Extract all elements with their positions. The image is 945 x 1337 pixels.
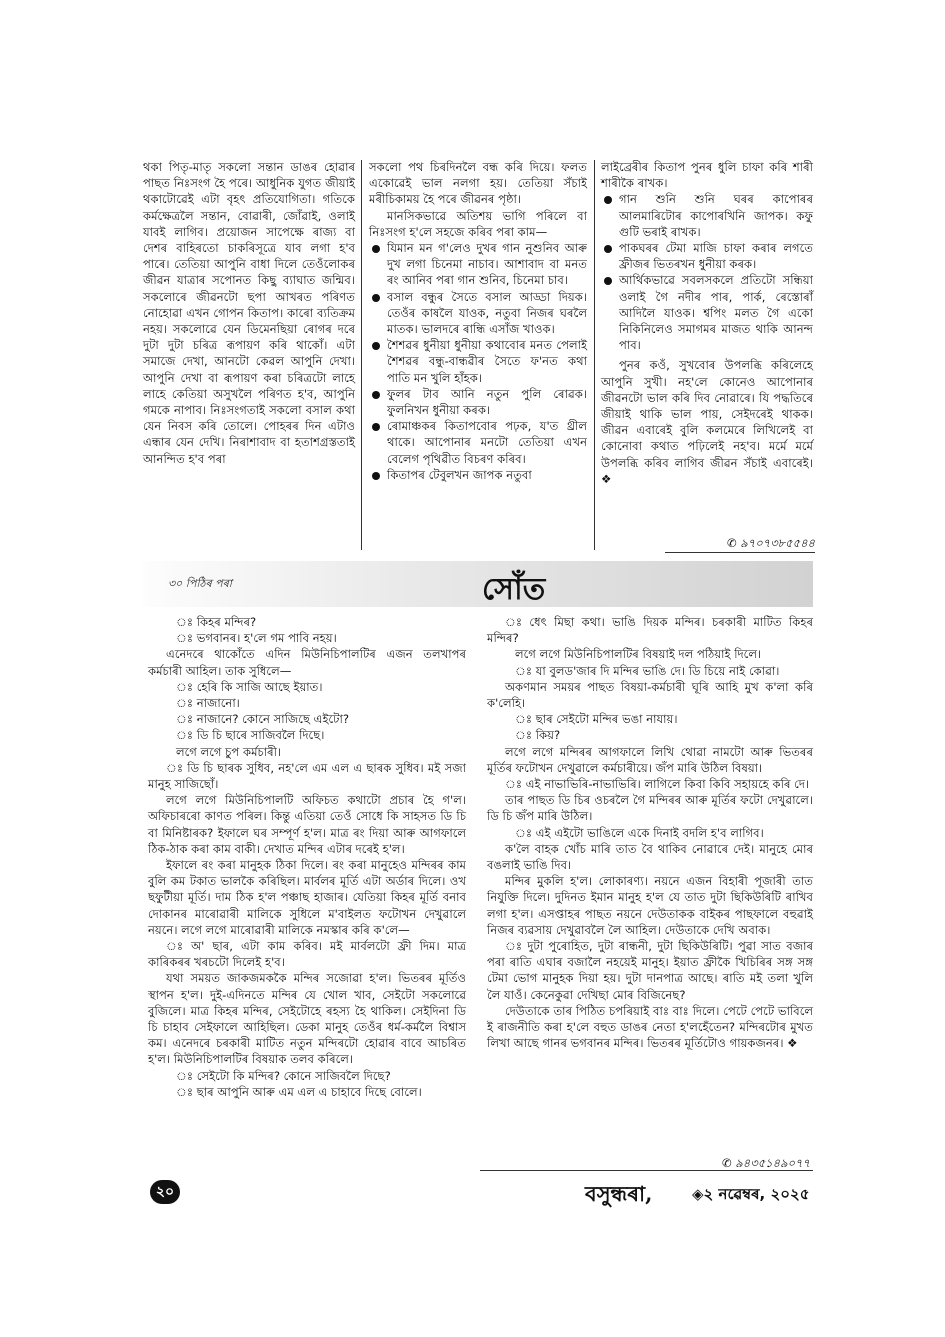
page-number: ২০ — [150, 1180, 180, 1204]
column-divider — [361, 160, 362, 550]
article-paragraph: থকা পিতৃ-মাতৃ সকলো সন্তান ডাঙৰ হোৱাৰ পাছত নিঃসংগ হৈ পৰে। আধুনিক যুগত জীয়াই থকাটোৱেই এটা বৃহৎ প্ৰতিযোগিতা। গতিকে কৰ্মক্ষেত্ৰলৈ সন্তান, বোৱাৰী, জোঁৱাই, ওলাই যাবই লাগিব। প্ৰয়োজন সাপেক্ষে ৰাজ্য বা দেশৰ বাহিৰতো চাকৰিসূত্ৰে যাব লগা হ'ব পাৰে। তেতিয়া আপুনি বাধা দিলে তেওঁলোকৰ জীৱন যাত্ৰাৰ সপোনত কিছু ব্যাঘাত জন্মিব। সকলোৰে জীৱনটো ছপা আখৰত পৰিণত নোহোৱা এখন গোপন কিতাপ। কাৰো ব্যতিক্ৰম নহয়। সকলোৱে যেন ডিমেনছিয়া ৰোগৰ দৰে দুটা দুটা চৰিত্ৰ ৰূপায়ণ কৰি থাকোঁ। এটা সমাজে দেখা, আনটো কেৱল আপুনি দেখা। আপুনি দেখা বা ৰূপায়ণ কৰা চৰিত্ৰটো লাহে লাহে কেতিয়া অসুখলৈ পৰিণত হ'ব, আপুনি গমকে নাপাব। নিঃসংগতাই সকলো বসাল কথা যেন নিবস কৰি তোলে। পোহৰৰ দিন এটাও এন্ধাৰ যেন দেখি। নিৰাশাবাদ বা হতাশগ্ৰস্ততাই আনন্দিত হ'ব পৰা — [143, 160, 355, 466]
story-column-left — [148, 614, 466, 1100]
list-item: শৈশৱৰ ধুনীয়া ধুনীয়া কথাবোৰ মনত পেলাই শৈশৱৰ বন্ধু-বান্ধৱীৰ সৈতে ফ'নত কথা পাতি মন খুলি হাঁহক। — [369, 337, 587, 386]
tips-list — [369, 240, 587, 483]
article-paragraph: পুনৰ কওঁ, সুখবোৰ উপলব্ধি কৰিলেহে আপুনি সুখী। নহ'লে কোনেও আপোনাৰ জীৱনটো ভাল কৰি দিব নোৱাৰে। যি পদ্ধতিৰে জীয়াই থাকি ভাল পায়, সেইদৰেই থাকক। জীৱন এবাৰেই বুলি কলমেৰে লিখিলেই বা কোনোবা কথাত পঢ়িলেই নহ'ব। মৰ্মে মৰ্মে উপলব্ধি কৰিব লাগিব জীৱন সঁচাই এবাৰেই। ❖ — [601, 358, 813, 486]
list-item: যিমান মন গ'লেও দুখৰ গান নুশুনিব আৰু দুখ লগা চিনেমা নাচাব। আশাবাদ বা মনত ৰং আনিব পৰা গান শুনিব, চিনেমা চাব। — [369, 240, 587, 289]
list-item: গান শুনি শুনি ঘৰৰ কাপোৰৰ আলমাৰিটোৰ কাপোৰখিনি জাপক। কফু গুটি ভৰাই ৰাখক। — [601, 191, 813, 240]
story-paragraph: ঃ কিয়? — [515, 728, 561, 743]
story-paragraph: ঃ হেৰি কি সাজি আছে ইয়াত। — [176, 679, 323, 694]
magazine-name: বসুন্ধৰা, — [585, 1181, 653, 1206]
author-phone: ✆ ৯৪৩৫১৪৯০৭৭ — [722, 1156, 810, 1170]
story-paragraph: যথা সময়ত জাকজমককৈ মন্দিৰ সজোৱা হ'ল। ভিতৰৰ মূৰ্তিও স্থাপন হ'ল। দুই-এদিনতে মন্দিৰ যে খোল খাব, সেইটো সকলোৱে বুজিলে। মাত্ৰ কিহৰ মন্দিৰ, সেইটোহে ৰহস্য হৈ থাকিল। সেইদিনা ডি চি চাহাব সেইফালে আহিছিল। ডেকা মানুহ তেওঁৰ ধৰ্ম-কৰ্মলৈ বিশ্বাস কম। এনেদৰে চৰকাৰী মাটিত নতুন মন্দিৰটো হোৱাৰ বাবে আচৰিত হ'ল। মিউনিচিপালটিৰ বিষয়াক তলব কৰিলে। — [148, 971, 466, 1067]
story-paragraph: ঃ ধেৎ মিছা কথা। ভাঙি দিয়ক মন্দিৰ। চৰকাৰী মাটিত কিহৰ মন্দিৰ? — [487, 615, 813, 646]
story-paragraph: ঃ এই নাভাভিৰি-নাভাভিৰি। লাগিলে কিবা কিবি সহায়হে কৰি দে। — [505, 777, 810, 792]
story-paragraph: ঃ ভগবানৰ। হ'লে গম পাবি নহয়। — [176, 631, 337, 646]
story-paragraph: তাৰ পাছত ডি চিৰ ওচৰলৈ গৈ মন্দিৰৰ আৰু মূৰ্তিৰ ফটো দেখুৱালে। ডি চি জঁপ মাৰি উঠিল। — [487, 793, 813, 824]
story-paragraph: ঃ দুটা পুৰোহিত, দুটা ৰান্ধনী, দুটা ছিকিউৰিটি। পুৱা সাত বজাৰ পৰা ৰাতি এঘাৰ বজালৈ নহয়েই মানুহ। ইয়াত ফ্ৰীকৈ খিচিৰিৰ সঙ্গ সঙ্গ টেমা ভোগ মানুহক দিয়া হয়। দুটা দানপাত্ৰ আছে। ৰাতি মই তলা খুলি লৈ যাওঁ। কেনেকুৱা দেখিছা মোৰ বিজিনেছ? — [487, 939, 813, 1002]
article-paragraph: সকলো পথ চিৰদিনলৈ বন্ধ কৰি দিয়ে। ফলত একোৱেই ভাল নলগা হয়। তেতিয়া সঁচাই মৰীচিকাময় হৈ পৰে জীৱনৰ পৃষ্ঠা। — [369, 160, 587, 207]
story-paragraph: ঃ অ' ছাৰ, এটা কাম কৰিব। মই মাৰ্বলটো ফ্ৰী দিম। মাত্ৰ কাৰিকৰৰ খৰচটো দিলেই হ'ব। — [148, 939, 466, 970]
story-paragraph: ঃ এই এইটো ভাঙিলে একে দিনাই বদলি হ'ব লাগিব। — [515, 825, 764, 840]
story-paragraph: ক'লৈ বাহক খোঁচ মাৰি তাত বৈ থাকিব নোৱাৰে দেই। মানুহে মোৰ বঙলাই ভাঙি দিব। — [487, 841, 813, 873]
story-paragraph: ঃ যা বুলড'জাৰ দি মন্দিৰ ভাঙি দে। ডি চিয়ে নাই কোৱা। — [515, 663, 780, 678]
story-paragraph: মন্দিৰ মুকলি হ'ল। লোকাৰণ্য। নয়নে এজন বিহাৰী পূজাৰী তাত নিযুক্তি দিলে। দুদিনত ইমান মানুহ হ'ল যে তাত দুটা ছিকিউৰিটি ৰাখিব লগা হ'ল। এসপ্তাহৰ পাছত নয়নে দেউতাকক বাইকৰ পাছফালে বহুৱাই নিজৰ ব্যৱসায় দেখুৱাবলৈ লৈ আহিল। দেউতাকে দেখি অবাক। — [487, 874, 813, 937]
story-header-band — [143, 561, 813, 607]
story-title: সোঁত — [482, 572, 546, 607]
article-paragraph: মানসিকভাৱে অতিশয় ভাগি পৰিলে বা নিঃসংগ হ'লে সহজে কৰিব পৰা কাম— — [369, 208, 587, 239]
story-paragraph: ঃ ছাৰ সেইটো মন্দিৰ ভঙা নাযায়। — [515, 712, 678, 727]
story-paragraph: ঃ সেইটো কি মন্দিৰ? কোনে সাজিবলৈ দিছে? — [176, 1068, 391, 1083]
list-item: ৰোমাঞ্চকৰ কিতাপবোৰ পঢ়ক, য'ত থ্ৰীল থাকে। আপোনাৰ মনটো তেতিয়া এখন বেলেগ পৃথিৱীত বিচৰণ কৰিব। — [369, 418, 587, 467]
article-column-3 — [601, 159, 813, 487]
list-item: পাকঘৰৰ টেমা মাজি চাফা কৰাৰ লগতে ফ্ৰীজৰ ভিতৰখন ধুনীয়া কৰক। — [601, 240, 813, 272]
column-divider — [594, 160, 595, 550]
story-paragraph: দেউতাকে তাৰ পিঠিত চপৰিয়াই বাঃ বাঃ দিলে। পেটে পেটে ভাবিলে ই ৰাজনীতি কৰা হ'লে বহুত ডাঙৰ নেতা হ'লহেঁতেন? মন্দিৰটোৰ মুখত লিখা আছে গানৰ ভগবানৰ মন্দিৰ। ভিতৰৰ মূৰ্তিটোও গায়কজনৰ। ❖ — [487, 1003, 813, 1051]
article-column-2 — [369, 159, 587, 483]
story-paragraph: ঃ কিহৰ মন্দিৰ? — [176, 615, 257, 629]
story-paragraph: ঃ ছাৰ আপুনি আৰু এম এল এ চাহাবে দিছে বোলে। — [176, 1084, 422, 1099]
continued-from-label: ৩০ পিঠিৰ পৰা — [168, 577, 232, 590]
article-paragraph: লাইব্ৰেৰীৰ কিতাপ পুনৰ ধুলি চাফা কৰি শাৰী শাৰীকৈ ৰাখক। — [601, 160, 813, 191]
story-paragraph: ঃ ডি চি ছাৰক সুধিব, নহ'লে এম এল এ ছাৰক সুধিব। মই সজা মানুহ সাজিছোঁ। — [148, 760, 466, 792]
list-item: আৰ্থিকভাৱে সবলসকলে প্ৰতিটো সন্ধিয়া ওলাই গৈ নদীৰ পাৰ, পাৰ্ক, ৰেস্তোৰাঁ আদিলৈ যাওক। শ্বপিং মলত গৈ একো নিকিনিলেও সমাগমৰ মাজত থাকি আনন্দ পাব। — [601, 272, 813, 353]
story-paragraph: এনেদৰে থাকোঁতে এদিন মিউনিচিপালটিৰ এজন তলখাপৰ কৰ্মচাৰী আহিল। তাক সুধিলে— — [148, 647, 466, 678]
author-phone: ✆ ৯৭০৭৩৮৫৫৪৪ — [727, 536, 815, 550]
issue-date: ◈২ নৱেম্বৰ, ২০২৫ — [692, 1185, 810, 1203]
story-column-right — [487, 614, 813, 1051]
story-paragraph: লগে লগে মন্দিৰৰ আগফালে লিখি থোৱা নামটো আৰু ভিতৰৰ মূৰ্তিৰ ফটোখন দেখুৱালে কৰ্মচাৰীয়ে। জঁপ মাৰি উঠিল বিষয়া। — [487, 744, 813, 775]
story-paragraph: লগে লগে মিউনিচিপালটিৰ বিষয়াই দল পঠিয়াই দিলে। — [515, 647, 762, 662]
list-item: ফুলৰ টাব আনি নতুন পুলি ৰোৱক। ফুলনিখন ধুনীয়া কৰক। — [369, 386, 587, 418]
list-item: বসাল বন্ধুৰ সৈতে বসাল আড্ডা দিয়ক। তেওঁৰ কাষলৈ যাওক, নতুবা নিজৰ ঘৰলৈ মাতক। ভালদৰে ৰান্ধি এসাঁজ খাওক। — [369, 289, 587, 338]
list-item: কিতাপৰ টেবুলখন জাপক নতুবা — [369, 467, 587, 483]
story-paragraph: ঃ নাজানো। — [176, 696, 240, 711]
divider — [480, 1170, 813, 1171]
story-paragraph: ঃ নাজানে? কোনে সাজিছে এইটো? — [176, 712, 350, 727]
story-paragraph: লগে লগে চুপ কৰ্মচাৰী। — [176, 744, 282, 759]
article-column-1 — [143, 159, 355, 467]
story-paragraph: লগে লগে মিউনিচিপালটি অফিচত কথাটো প্ৰচাৰ হৈ গ'ল। অফিচাৰৰো কাণত পৰিল। কিন্তু এতিয়া তেওঁ সোধে কি সাহসত ডি চি বা মিনিষ্টাৰক? ইফালে ঘৰ সম্পূৰ্ণ হ'ল। মাত্ৰ ৰং দিয়া আৰু আগফালে ঠিক-ঠাক কৰা কাম বাকী। দেখাত মন্দিৰ এটাৰ দৰেই হ'ল। — [148, 793, 466, 856]
divider — [665, 552, 815, 553]
story-paragraph: ইফালে ৰং কৰা মানুহক ঠিকা দিলে। ৰং কৰা মানুহেও মন্দিৰৰ কাম বুলি কম টকাত ভালকৈ কৰিছিল। মাৰ্বলৰ মূৰ্তি এটা অৰ্ডাৰ দিলে। ওখ ছফুটীয়া মূৰ্তি। দাম ঠিক হ'ল পঞ্চাছ হাজাৰ। যেতিয়া কিহৰ মূৰ্তি বনাব দোকানৰ মাৰোৱাৰী মালিকে সুধিলে ম'বাইলত ফটোখন দেখুৱালে নয়নে। লগে লগে মাৰোৱাৰী মালিকে নমস্কাৰ কৰি ক'লে— — [148, 858, 466, 937]
story-paragraph: অকণমান সময়ৰ পাছত বিষয়া-কৰ্মচাৰী ঘূৰি আহি মুখ ক'লা কৰি ক'লেহি। — [487, 679, 813, 711]
tips-list — [601, 191, 813, 353]
story-paragraph: ঃ ডি চি ছাৰে সাজিবলৈ দিছে। — [176, 728, 325, 743]
